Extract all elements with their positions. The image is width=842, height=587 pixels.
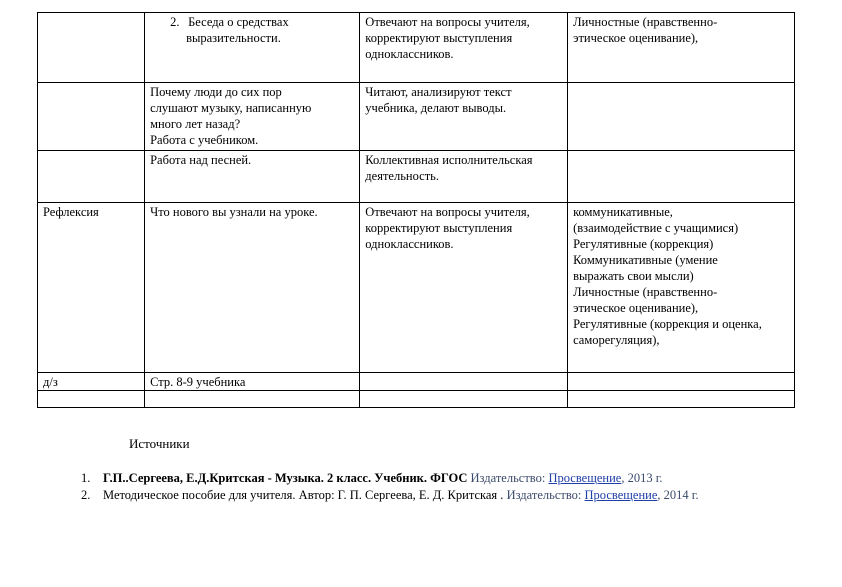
- table-row: [38, 151, 795, 203]
- uud-line: Личностные (нравственно-: [573, 15, 718, 29]
- stage-cell: [38, 151, 145, 203]
- content-cell: [145, 83, 360, 151]
- table-row: [38, 203, 795, 373]
- uud-cell: [568, 391, 795, 408]
- publisher-link[interactable]: Просвещение: [548, 471, 622, 485]
- content-line: Почему люди до сих пор: [150, 85, 282, 99]
- activity-line: корректируют выступления: [365, 221, 513, 235]
- content-line: много лет назад?: [150, 117, 241, 131]
- activity-line: Читают, анализируют текст: [365, 85, 512, 99]
- activity-cell: [360, 373, 568, 391]
- stage-cell: д/з: [38, 373, 145, 391]
- content-cell: [145, 203, 360, 373]
- stage-cell: Рефлексия: [38, 203, 145, 373]
- activity-cell: [360, 391, 568, 408]
- uud-cell: [568, 151, 795, 203]
- content-cell: [145, 373, 360, 391]
- stage-cell: [38, 13, 145, 83]
- content-line: Работа с учебником.: [150, 133, 259, 147]
- list-number: 2.: [81, 488, 91, 502]
- content-cell: [145, 151, 360, 203]
- content-cell: [145, 13, 360, 83]
- table-row: [38, 391, 795, 408]
- publisher-link[interactable]: Просвещение: [584, 488, 658, 502]
- content-line: выразительности.: [186, 31, 281, 45]
- activity-line: корректируют выступления: [365, 31, 513, 45]
- content-cell: [145, 391, 360, 408]
- publisher-year: , 2013 г.: [621, 471, 663, 485]
- uud-cell: [568, 83, 795, 151]
- uud-line: Регулятивные (коррекция и оценка,: [573, 317, 762, 331]
- sources-list: [81, 470, 771, 504]
- content-line: Работа над песней.: [150, 153, 252, 167]
- source-title: Методическое пособие для учителя. Автор: Г. П. Сергеева, Е. Д. Критская .: [103, 488, 507, 502]
- uud-line: Коммуникативные (умение: [573, 253, 718, 267]
- publisher-label: Издательство:: [506, 488, 585, 502]
- stage-cell: [38, 83, 145, 151]
- activity-line: Коллективная исполнительская: [365, 153, 533, 167]
- lesson-plan-table: [37, 12, 795, 408]
- uud-line: этическое оценивание),: [573, 31, 699, 45]
- activity-line: Отвечают на вопросы учителя,: [365, 15, 530, 29]
- content-line: Стр. 8-9 учебника: [150, 375, 246, 389]
- uud-line: Регулятивные (коррекция): [573, 237, 714, 251]
- item-number: 2.: [170, 15, 180, 29]
- sources-heading: Источники: [129, 436, 190, 451]
- source-title: Г.П..Сергеева, Е.Д.Критская - Музыка. 2 класс. Учебник. ФГОС: [103, 471, 468, 485]
- activity-cell: [360, 151, 568, 203]
- publisher-year: , 2014 г.: [657, 488, 699, 502]
- stage-cell: [38, 391, 145, 408]
- list-item: [81, 487, 771, 504]
- table-row: [38, 373, 795, 391]
- uud-line: саморегуляция),: [573, 333, 660, 347]
- content-line: слушают музыку, написанную: [150, 101, 312, 115]
- uud-line: (взаимодействие с учащимися): [573, 221, 739, 235]
- content-line: Что нового вы узнали на уроке.: [150, 205, 318, 219]
- uud-line: Личностные (нравственно-: [573, 285, 718, 299]
- content-line: Беседа о средствах: [188, 15, 289, 29]
- uud-line: этическое оценивание),: [573, 301, 699, 315]
- activity-cell: [360, 13, 568, 83]
- list-item: [81, 470, 771, 487]
- activity-line: деятельность.: [365, 169, 439, 183]
- uud-line: выражать свои мысли): [573, 269, 694, 283]
- activity-cell: [360, 203, 568, 373]
- table-row: [38, 83, 795, 151]
- activity-line: одноклассников.: [365, 47, 454, 61]
- activity-line: Отвечают на вопросы учителя,: [365, 205, 530, 219]
- uud-line: коммуникативные,: [573, 205, 673, 219]
- activity-cell: [360, 83, 568, 151]
- table-row: [38, 13, 795, 83]
- activity-line: одноклассников.: [365, 237, 454, 251]
- activity-line: учебника, делают выводы.: [365, 101, 507, 115]
- list-number: 1.: [81, 471, 91, 485]
- uud-cell: [568, 203, 795, 373]
- uud-cell: [568, 13, 795, 83]
- uud-cell: [568, 373, 795, 391]
- publisher-label: Издательство:: [467, 471, 549, 485]
